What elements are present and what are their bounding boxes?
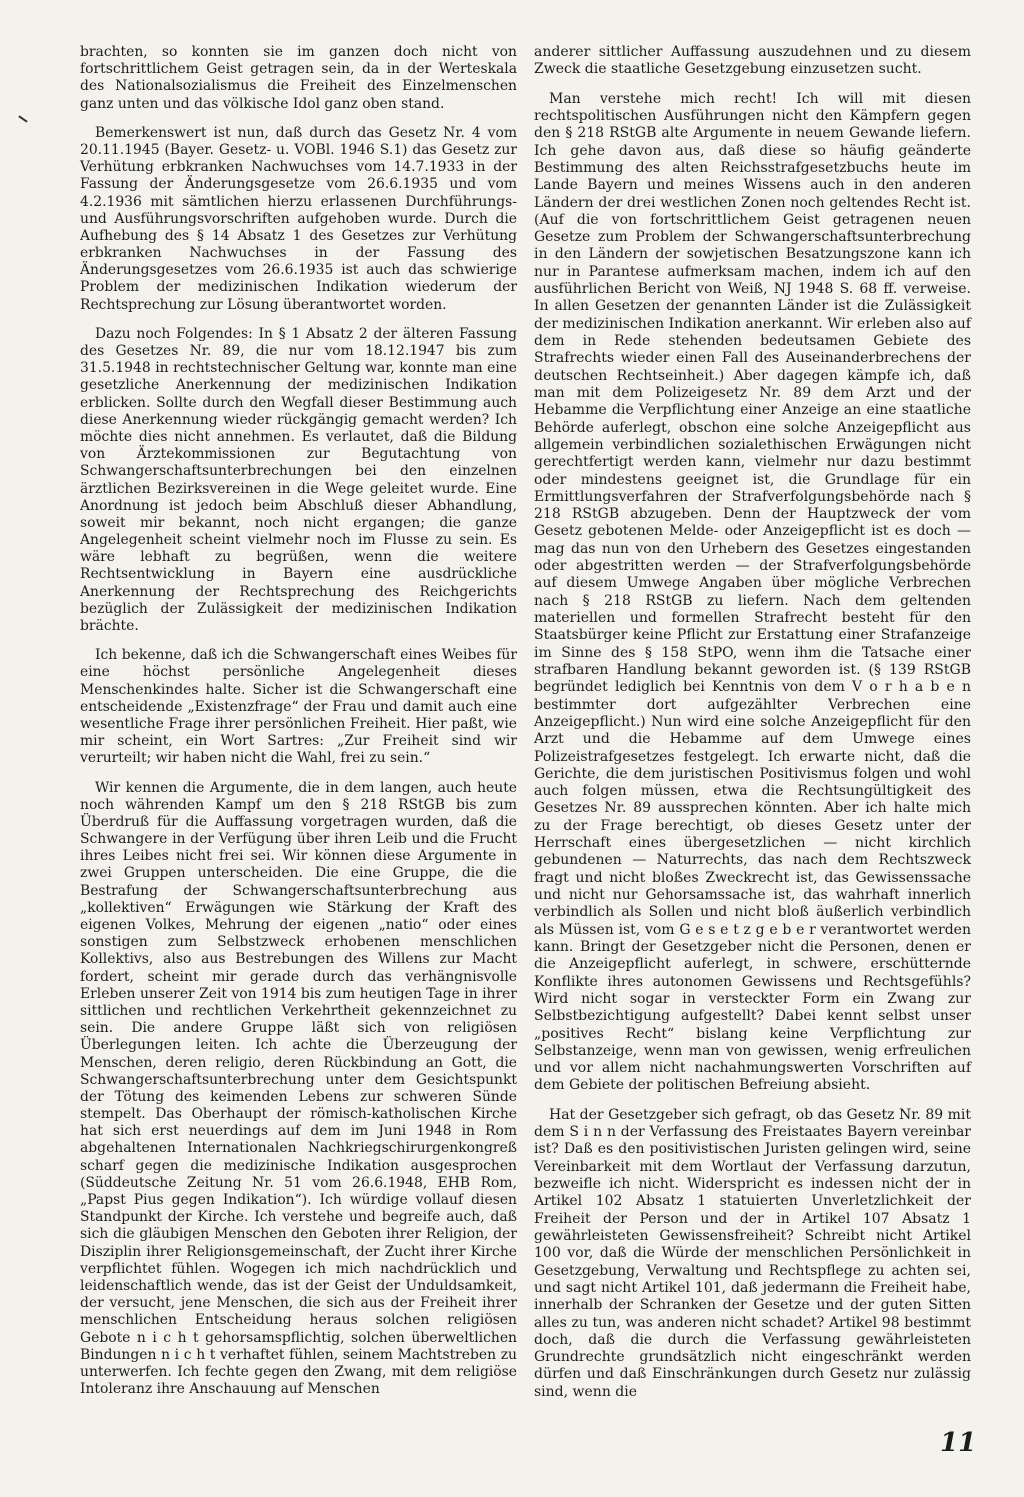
page-number: 11 [940, 1428, 977, 1458]
right-column [534, 44, 971, 1413]
paragraph: Wir kennen die Argumente, die in dem langen, auch heute noch währenden Kampf um den § 218 RStGB bis zum Überdruß für die Auffassung vorgetragen wurden, daß die Schwangere in der Verfügung über ihren Leib und die Frucht ihres Leibes nicht frei sei. Wir können diese Argumente in zwei Gruppen unterscheiden. Die eine Gruppe, die die Bestrafung der Schwangerschaftsunterbrechung aus „kollektiven“ Erwägungen wie Stärkung der Kraft des eigenen Volkes, Mehrung der eigenen „natio“ oder eines sonstigen zum Selbstzweck erhobenen menschlichen Kollektivs, also aus Bestrebungen des Willens zur Macht fordert, scheint mir gerade durch das verhängnisvolle Erleben unserer Zeit von 1914 bis zum heutigen Tage in ihrer sittlichen und rechtlichen Verkehrtheit gekennzeichnet zu sein. Die andere Gruppe läßt sich von religiösen Überlegungen leiten. Ich achte die Überzeugung der Menschen, deren religio, deren Rückbindung an Gott, die Schwangerschaftsunterbrechung unter dem Gesichtspunkt der Tötung des keimenden Lebens zur schweren Sünde stempelt. Das Oberhaupt der römisch-katholischen Kirche hat sich erst neuerdings auf dem im Juni 1948 in Rom abgehaltenen Internationalen Nachkriegschirurgenkongreß scharf gegen die medizinische Indikation ausgesprochen (Süddeutsche Zeitung Nr. 51 vom 26.6.1948, EHB Rom, „Papst Pius gegen Indikation“). Ich würdige vollauf diesen Standpunkt der Kirche. Ich verstehe und begreife auch, daß sich die gläubigen Menschen den Geboten ihrer Religion, der Disziplin ihrer Religionsgemeinschaft, der Zucht ihrer Kirche verpflichtet fühlen. Wogegen ich mich nachdrücklich und leidenschaftlich wende, das ist der Geist der Unduldsamkeit, der versucht, jene Menschen, die sich aus der Freiheit ihrer menschlichen Entscheidung heraus solchen religiösen Gebote n i c h t gehorsamspflichtig, solchen überweltlichen Bindungen n i c h t verhaftet fühlen, seinem Machtstreben zu unterwerfen. Ich fechte gegen den Zwang, mit dem religiöse Intoleranz ihre Anschauung auf Menschen [80, 779, 517, 1398]
paragraph: brachten, so konnten sie im ganzen doch nicht von fortschrittlichem Geist getragen sein, da in der Werteskala des Nationalsozialismus die Freiheit des Einzelmenschen ganz unten und das völkische Idol ganz oben stand. [80, 44, 517, 112]
paragraph: Bemerkenswert ist nun, daß durch das Gesetz Nr. 4 vom 20.11.1945 (Bayer. Gesetz- u. VOBl. 1946 S.1) das Gesetz zur Verhütung erbkranken Nachwuchses vom 14.7.1933 in der Fassung der Änderungsgesetze vom 26.6.1935 und vom 4.2.1936 mit sämtlichen hierzu erlassenen Durchführungs- und Ausführungsvorschriften aufgehoben wurde. Durch die Aufhebung des § 14 Absatz 1 des Gesetzes zur Verhütung erbkranken Nachwuchses in der Fassung des Änderungsgesetzes vom 26.6.1935 ist auch das schwierige Problem der medizinischen Indikation wiederum der Rechtsprechung zur Lösung überantwortet worden. [80, 124, 517, 313]
margin-mark [18, 115, 27, 122]
left-column [80, 44, 517, 1410]
paragraph: anderer sittlicher Auffassung auszudehnen und zu diesem Zweck die staatliche Gesetzgebung einzusetzen sucht. [534, 44, 971, 78]
paragraph: Man verstehe mich recht! Ich will mit diesen rechtspolitischen Ausführungen nicht den Kämpfern gegen den § 218 RStGB alte Argumente in neuem Gewande liefern. Ich gehe davon aus, daß diese so häufig geänderte Bestimmung des alten Reichsstrafgesetzbuchs heute im Lande Bayern und meines Wissens auch in den anderen Ländern der drei westlichen Zonen noch geltendes Recht ist. (Auf die von fortschrittlichem Geist getragenen neuen Gesetze zum Problem der Schwangerschaftsunterbrechung in den Ländern der sowjetischen Besatzungszone kann ich nur in Parantese aufmerksam machen, indem ich auf den ausführlichen Bericht von Weiß, NJ 1948 S. 68 ff. verweise. In allen Gesetzen der genannten Länder ist die Zulässigkeit der medizinischen Indikation anerkannt. Wir erleben also auf dem in Rede stehenden bedeutsamen Gebiete des Strafrechts wieder einen Fall des Auseinanderbrechens der deutschen Rechtseinheit.) Aber dagegen kämpfe ich, daß man mit dem Polizeigesetz Nr. 89 dem Arzt und der Hebamme die Verpflichtung einer Anzeige an eine staatliche Behörde auferlegt, obschon eine solche Anzeigepflicht aus allgemein verbindlichen sozialethischen Erwägungen nicht gerechtfertigt werden kann, vielmehr nur dazu bestimmt oder mindestens geeignet ist, die Grundlage für ein Ermittlungsverfahren der Strafverfolgungsbehörde nach § 218 RStGB abzugeben. Denn der Hauptzweck der vom Gesetz gebotenen Melde- oder Anzeigepflicht ist es doch — mag das nun von den Urhebern des Gesetzes eingestanden oder abgestritten werden — der Strafverfolgungsbehörde auf diesem Umwege Angaben über mögliche Verbrechen nach § 218 RStGB zu liefern. Nach dem geltenden materiellen und formellen Strafrecht besteht für den Staatsbürger keine Pflicht zur Erstattung einer Strafanzeige im Sinne des § 158 StPO, wenn ihm die Tatsache einer strafbaren Handlung bekannt geworden ist. (§ 139 RStGB begründet lediglich bei Kenntnis von dem V o r h a b e n bestimmter dort aufgezählter Verbrechen eine Anzeigepflicht.) Nun wird eine solche Anzeigepflicht für den Arzt und die Hebamme auf dem Umwege eines Polizeistrafgesetzes festgelegt. Ich erwarte nicht, daß die Gerichte, die dem juristischen Positivismus folgen und wohl auch folgen müssen, etwa die Rechtsungültigkeit des Gesetzes Nr. 89 aussprechen könnten. Aber ich halte mich zu der Frage berechtigt, ob dieses Gesetz unter der Herrschaft eines übergesetzlichen — nicht kirchlich gebundenen — Naturrechts, das nach dem Rechtszweck fragt und nicht bloßes Zweckrecht ist, das Gewissenssache und nicht nur Gehorsamssache ist, das wahrhaft innerlich verbindlich als Sollen und nicht bloß äußerlich verbindlich als Müssen ist, vom G e s e t z g e b e r verantwortet werden kann. Bringt der Gesetzgeber nicht die Personen, denen er die Anzeigepflicht auferlegt, in schwere, erschütternde Konflikte ihres autonomen Gewissens und Rechtsgefühls? Wird nicht sogar in versteckter Form ein Zwang zur Selbstbezichtigung aufgestellt? Dabei kennt selbst unser „positives Recht“ bislang keine Verpflichtung zur Selbstanzeige, wenn man von gewissen, wenig erfreulichen und vor allem nicht nachahmungswerten Vorschriften auf dem Gebiete der politischen Befreiung absieht. [534, 90, 971, 1094]
paragraph: Ich bekenne, daß ich die Schwangerschaft eines Weibes für eine höchst persönliche Angelegenheit dieses Menschenkindes halte. Sicher ist die Schwangerschaft eine entscheidende „Existenzfrage“ der Frau und damit auch eine wesentliche Frage ihrer persönlichen Freiheit. Hier paßt, wie mir scheint, ein Wort Sartres: „Zur Freiheit sind wir verurteilt; wir haben nicht die Wahl, frei zu sein.“ [80, 647, 517, 767]
paragraph: Dazu noch Folgendes: In § 1 Absatz 2 der älteren Fassung des Gesetzes Nr. 89, die nur vom 18.12.1947 bis zum 31.5.1948 in rechtstechnischer Geltung war, konnte man eine gesetzliche Anerkennung der medizinischen Indikation erblicken. Sollte durch den Wegfall dieser Bestimmung auch diese Anerkennung wieder rückgängig gemacht werden? Ich möchte dies nicht annehmen. Es verlautet, daß die Bildung von Ärztekommissionen zur Begutachtung von Schwangerschaftsunterbrechungen bei den einzelnen ärztlichen Bezirksvereinen in die Wege geleitet wurde. Eine Anordnung ist jedoch beim Abschluß dieser Abhandlung, soweit mir bekannt, noch nicht ergangen; die ganze Angelegenheit scheint vielmehr noch im Flusse zu sein. Es wäre lebhaft zu begrüßen, wenn die weitere Rechtsentwicklung in Bayern eine ausdrückliche Anerkennung der Rechtsprechung des Reichgerichts bezüglich der Zulässigkeit der medizinischen Indikation brächte. [80, 325, 517, 634]
paragraph: Hat der Gesetzgeber sich gefragt, ob das Gesetz Nr. 89 mit dem S i n n der Verfassung des Freistaates Bayern vereinbar ist? Daß es den positivistischen Juristen gelingen wird, seine Vereinbarkeit mit dem Wortlaut der Verfassung darzutun, bezweifle ich nicht. Widerspricht es indessen nicht der in Artikel 102 Absatz 1 statuierten Unverletzlichkeit der Freiheit der Person und der in Artikel 107 Absatz 1 gewährleisteten Gewissensfreiheit? Schreibt nicht Artikel 100 vor, daß die Würde der menschlichen Persönlichkeit in Gesetzgebung, Verwaltung und Rechtspflege zu achten sei, und sagt nicht Artikel 101, daß jedermann die Freiheit habe, innerhalb der Schranken der Gesetze und der guten Sitten alles zu tun, was anderen nicht schadet? Artikel 98 bestimmt doch, daß die durch die Verfassung gewährleisteten Grundrechte grundsätzlich nicht eingeschränkt werden dürfen und daß Einschränkungen durch Gesetz nur zulässig sind, wenn die [534, 1106, 971, 1400]
